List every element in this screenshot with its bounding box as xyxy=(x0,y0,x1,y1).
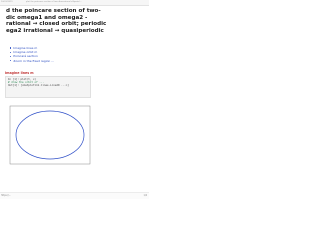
title-line-1: d the poincare section of two- xyxy=(6,8,101,14)
print-datetime: 10/01/2019 xyxy=(1,1,13,3)
bullet-icon xyxy=(10,47,11,48)
ellipse-plot xyxy=(6,102,94,168)
bullet-icon xyxy=(10,52,11,53)
print-footer xyxy=(0,192,149,199)
code-line: Out[1]: [<matplotlib.lines.Line2D ...>] xyxy=(8,84,69,88)
article-title xyxy=(6,8,116,34)
print-page-title: plot the poincare section of two dimensional ellipsoid ... xyxy=(26,1,82,3)
toc-item[interactable]: Poincaré section xyxy=(10,54,54,58)
bullet-icon xyxy=(10,56,11,57)
footer-page-number: 1/4 xyxy=(143,194,147,197)
toc-item[interactable]: Zoom in the fixed region ... xyxy=(10,59,54,63)
bullet-icon xyxy=(10,60,11,61)
section-heading: Imagine lines m xyxy=(5,71,34,75)
article-page xyxy=(0,6,149,191)
title-line-3: rational → closed orbit; periodic xyxy=(6,21,107,28)
code-line: In [1]: plot(t, x) xyxy=(8,78,37,81)
plot-frame xyxy=(10,106,90,164)
orbit-curve xyxy=(16,111,84,159)
title-line-4: ega2 irrational → quasiperiodic xyxy=(6,27,104,34)
toc-item[interactable]: Imagine lines m xyxy=(10,46,54,50)
toc-item[interactable]: Imagine orbit m xyxy=(10,50,54,54)
code-line: # draw the orbit of ... xyxy=(8,81,44,85)
plot-svg xyxy=(6,102,94,168)
table-of-contents xyxy=(10,46,54,63)
title-line-2: dic omega1 and omega2 - xyxy=(6,14,88,21)
code-cell xyxy=(5,76,91,98)
footer-url: https://... xyxy=(1,194,11,197)
